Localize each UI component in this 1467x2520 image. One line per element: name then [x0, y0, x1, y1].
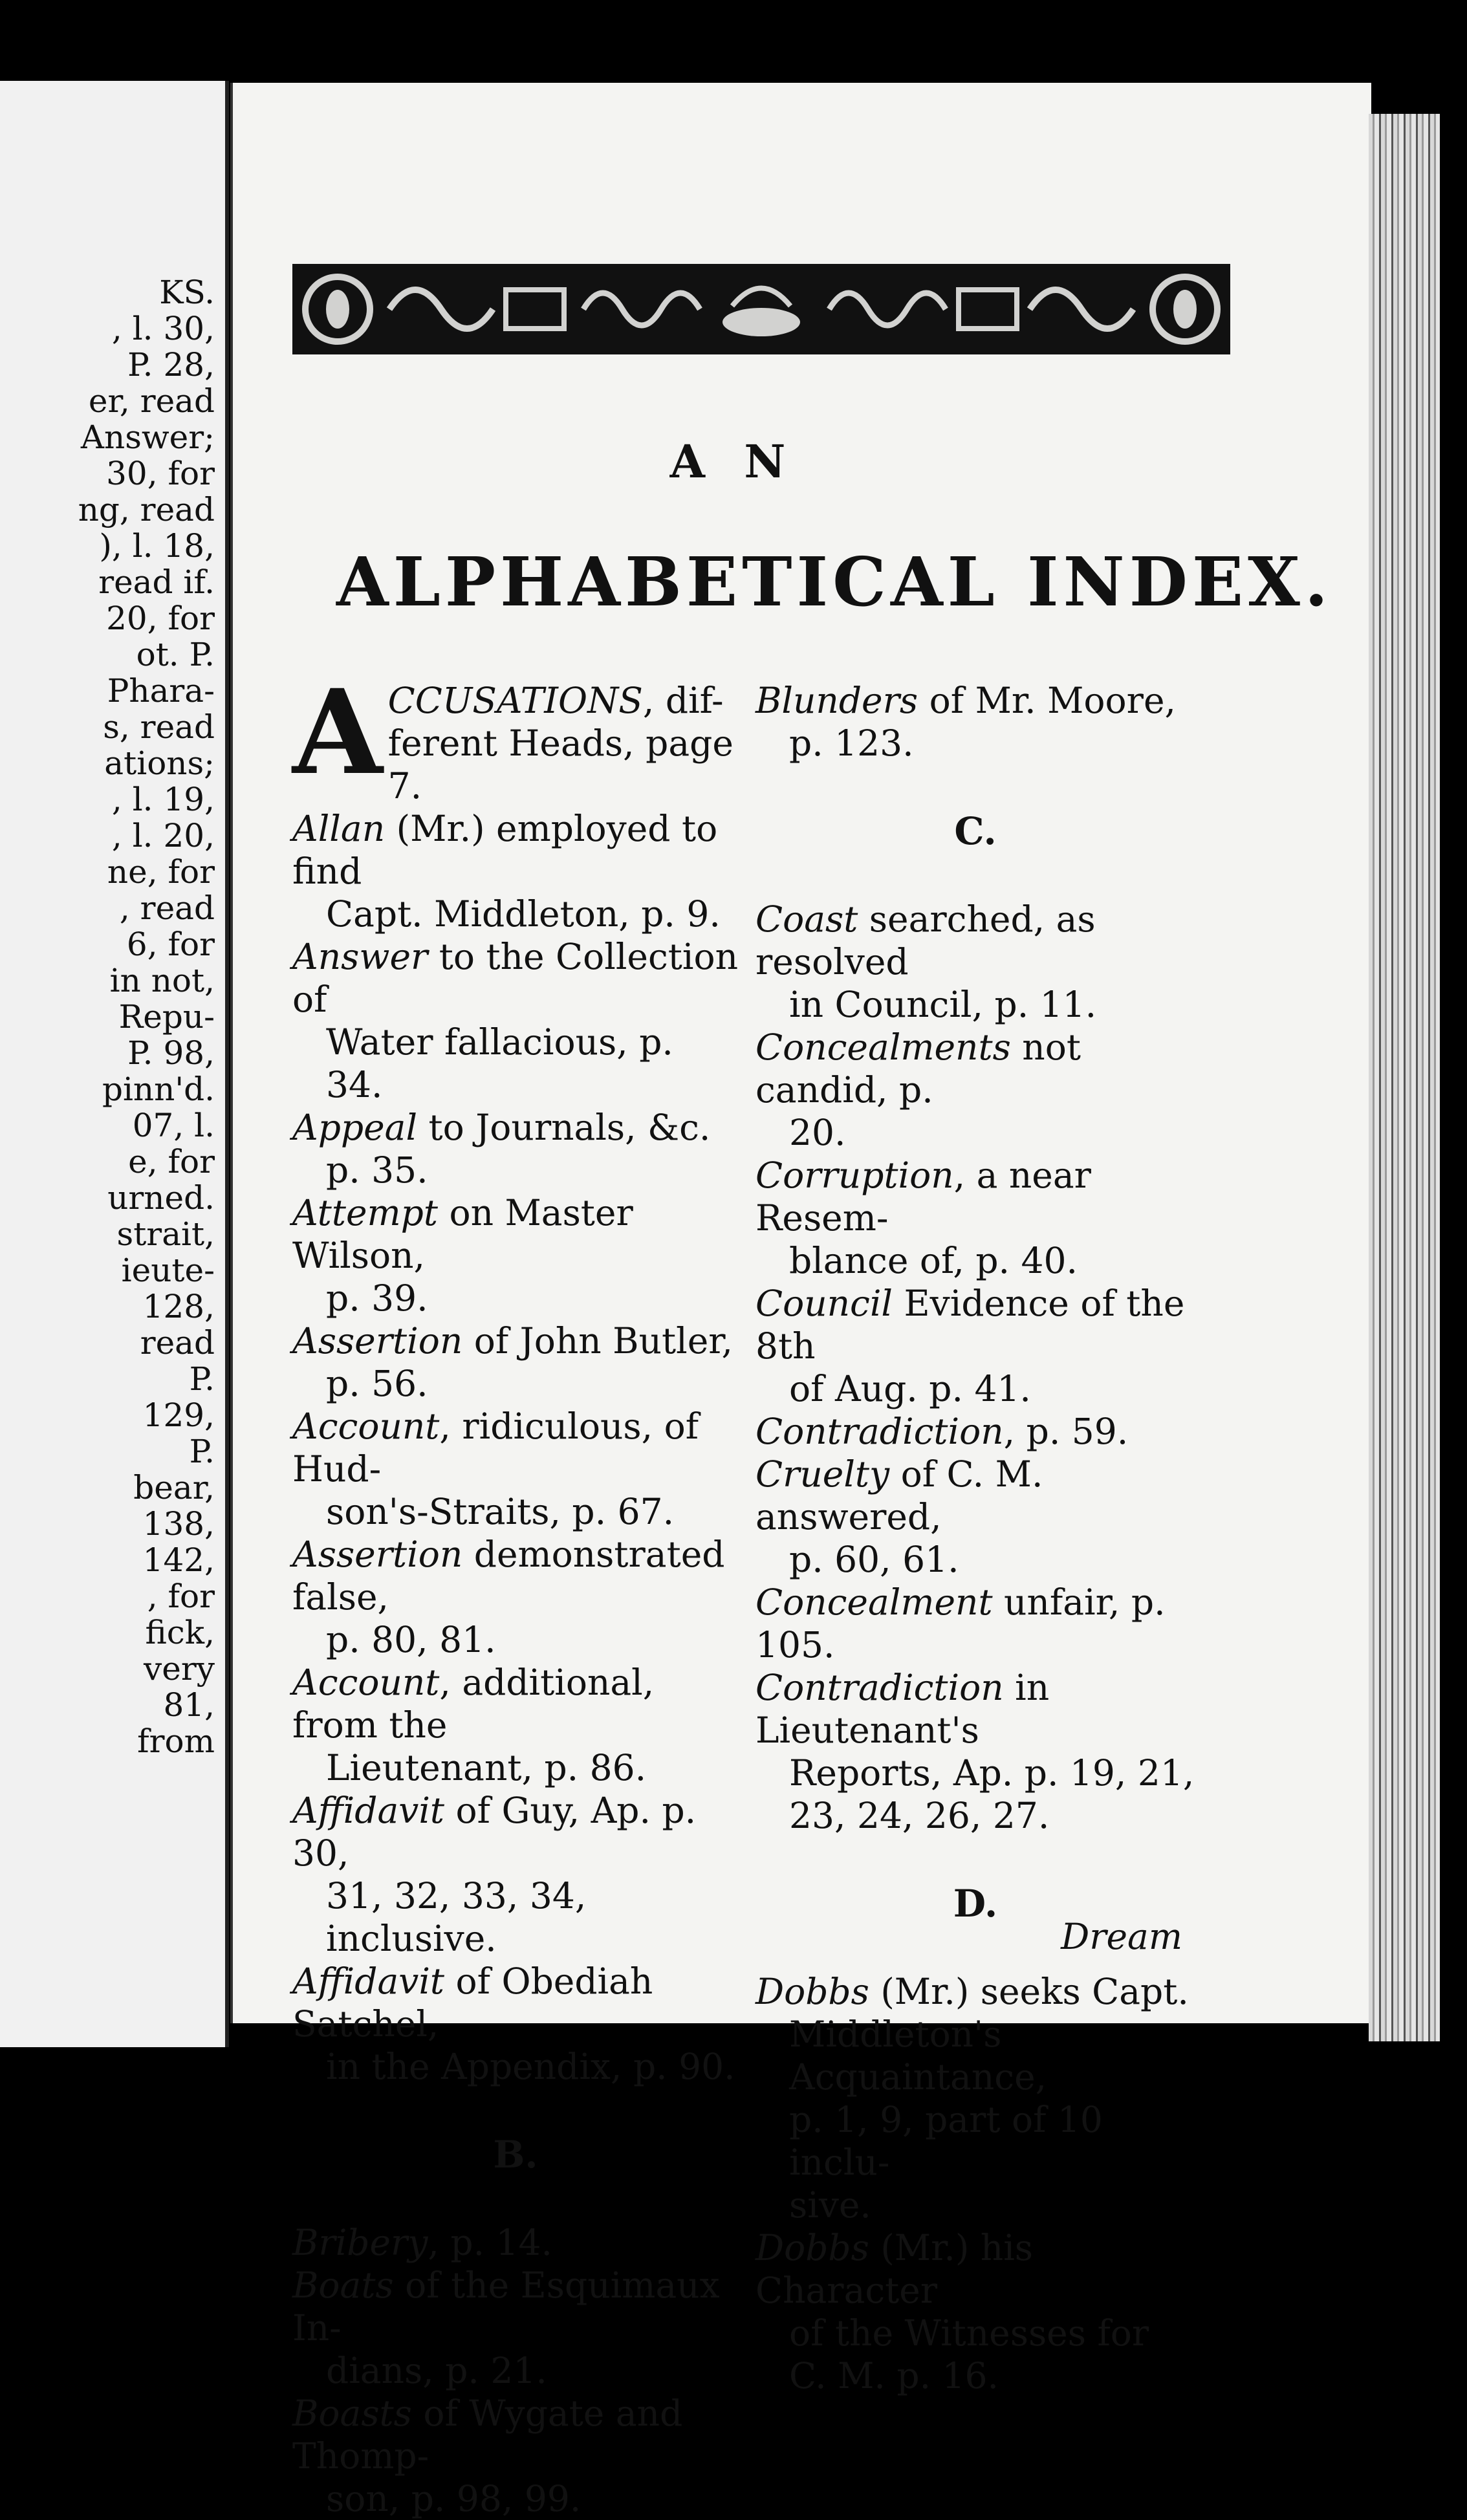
entry-text: of John Butler, [462, 1320, 733, 1362]
entry-text: Evidence of the 8th [755, 1283, 1185, 1367]
entry-heading: Concealment [755, 1581, 993, 1623]
entry-heading: Assertion [292, 1320, 463, 1362]
header-an: A N [669, 435, 798, 488]
index-entry [292, 664, 739, 807]
entry-continuation: C. M. p. 16. [789, 2355, 999, 2396]
left-page-line: ng, read [78, 491, 215, 528]
index-column-right [755, 679, 1195, 2397]
entry-text: (Mr.) seeks Capt. [869, 1971, 1189, 2012]
entry-text: , additional, from the [292, 1662, 655, 1746]
page-title: ALPHABETICAL INDEX. [336, 542, 1333, 622]
left-page-line: , for [147, 1578, 215, 1615]
entry-continuation: sive. [789, 2184, 871, 2226]
entry-continuation: p. 35. [326, 1149, 428, 1191]
entry-continuation: p. 80, 81. [326, 1619, 496, 1660]
entry-continuation: blance of, p. 40. [789, 1240, 1078, 1281]
index-entry [755, 1410, 1195, 1453]
entry-heading: Coast [755, 898, 858, 940]
left-page-line: bear, [133, 1469, 215, 1506]
entry-text: to Journals, &c. [417, 1107, 711, 1148]
entry-continuation: son, p. 98, 99. [326, 2478, 581, 2519]
entry-continuation: 31, 32, 33, 34, inclusive. [326, 1875, 587, 1959]
left-page-line: P. [189, 1433, 215, 1470]
entry-heading: Boats [292, 2265, 394, 2306]
index-entry [755, 1154, 1195, 1282]
left-page-line: fick, [145, 1614, 215, 1651]
left-page-line: ot. P. [136, 636, 215, 673]
left-page-line: strait, [116, 1215, 215, 1253]
entry-heading: Corruption [755, 1155, 954, 1196]
entry-heading: Dobbs [755, 1971, 869, 2012]
entry-heading: Concealments [755, 1026, 1011, 1068]
index-entry [755, 2226, 1195, 2354]
left-page-line: urned. [107, 1179, 215, 1217]
left-page-line: 81, [163, 1686, 215, 1724]
left-page-line: ne, for [107, 853, 215, 891]
left-page-line: , read [119, 889, 215, 927]
section-letter-b: B. [493, 2133, 538, 2177]
entry-continuation: 20. [789, 1112, 846, 1153]
catchword: Dream [1061, 1916, 1182, 1957]
entry-text: of C. M. answered, [755, 1453, 1043, 1537]
left-page-line: ), l. 18, [99, 527, 215, 565]
ornamental-header-band [292, 251, 1230, 367]
index-column-left [292, 664, 739, 2520]
entry-continuation: in the Appendix, p. 90. [326, 2046, 735, 2087]
left-page-line: 6, for [126, 926, 215, 963]
section-letter-d: D. [953, 1882, 998, 1926]
left-page-line: , l. 30, [111, 310, 215, 347]
entry-text: of Wygate and Thomp- [292, 2393, 683, 2477]
index-entry [292, 935, 739, 1106]
left-page-fragment [0, 81, 229, 2047]
left-page-line: in not, [109, 962, 215, 999]
index-entry [755, 1453, 1195, 1581]
page-edges [1369, 114, 1440, 2041]
left-page-line: very [144, 1650, 215, 1688]
left-page-line: P. 28, [127, 346, 215, 384]
entry-continuation: dians, p. 21. [326, 2350, 547, 2391]
index-entry [755, 2098, 1195, 2184]
left-page-line: Answer; [80, 418, 215, 456]
index-entry [755, 1970, 1195, 2098]
entry-heading: Account [292, 1662, 440, 1703]
left-page-line: 07, l. [132, 1107, 215, 1144]
entry-heading: Blunders [755, 680, 918, 721]
index-entry [755, 2184, 1195, 2226]
entry-heading: Appeal [292, 1107, 418, 1148]
entry-text: on Master Wilson, [292, 1192, 633, 1276]
left-page-line: from [137, 1722, 215, 1760]
index-entry [755, 1794, 1195, 1837]
left-page-line: Repu- [118, 998, 215, 1036]
left-page-line: er, read [88, 382, 215, 420]
entry-text: not candid, p. [755, 1026, 1081, 1111]
entry-continuation: of Aug. p. 41. [789, 1368, 1031, 1409]
left-page-line: , l. 19, [111, 781, 215, 818]
index-entry [292, 1106, 739, 1191]
index-entry [292, 2221, 739, 2264]
entry-heading: Attempt [292, 1192, 438, 1233]
index-entry [292, 2392, 739, 2520]
left-page-line: P. 98, [127, 1034, 215, 1072]
entry-text: of Guy, Ap. p. 30, [292, 1790, 697, 1874]
index-entry [755, 1581, 1195, 1666]
entry-continuation: Water fallacious, p. 34. [326, 1021, 673, 1105]
entry-heading: Allan [292, 808, 386, 849]
entry-continuation: ferent Heads, page 7. [387, 722, 734, 807]
left-page-line: 138, [142, 1505, 215, 1543]
entry-text: , ridiculous, of Hud- [292, 1406, 699, 1490]
entry-text: , p. 59. [1003, 1411, 1129, 1452]
index-entry [292, 1789, 739, 1960]
left-page-line: s, read [103, 708, 215, 746]
index-entry [755, 898, 1195, 1026]
entry-text: of Mr. Moore, [918, 680, 1176, 721]
entry-continuation: p. 39. [326, 1277, 428, 1319]
left-page-line: e, for [128, 1143, 215, 1180]
left-page-line: ations; [104, 744, 215, 782]
index-entry [755, 1282, 1195, 1410]
left-page-line: 129, [142, 1396, 215, 1434]
entry-heading: Boasts [292, 2393, 412, 2434]
entry-heading: Dobbs [755, 2227, 869, 2268]
index-entry [755, 679, 1195, 765]
entry-continuation: p. 1, 9, part of 10 inclu- [789, 2099, 1103, 2183]
left-page-line: read [140, 1324, 215, 1362]
index-entry [755, 2354, 1195, 2397]
entry-heading: Affidavit [292, 1790, 445, 1831]
entry-heading: Bribery [292, 2222, 428, 2263]
entry-continuation: 23, 24, 26, 27. [789, 1795, 1050, 1836]
left-page-line: ieute- [121, 1252, 215, 1289]
entry-text: (Mr.) his Character [755, 2227, 1034, 2311]
entry-continuation: p. 60, 61. [789, 1539, 959, 1580]
left-page-line: P. [189, 1360, 215, 1398]
entry-continuation: p. 123. [789, 722, 914, 764]
entry-text: to the Collection of [292, 936, 738, 1020]
entry-continuation: Middleton's Acquaintance, [789, 2014, 1047, 2098]
entry-text: unfair, p. 105. [755, 1581, 1166, 1666]
left-page-line: 20, for [106, 600, 215, 637]
entry-continuation: in Council, p. 11. [789, 984, 1097, 1025]
entry-heading: Assertion [292, 1534, 463, 1575]
entry-text: demonstrated false, [292, 1534, 725, 1618]
index-entry [292, 2264, 739, 2392]
entry-text: (Mr.) employed to find [292, 808, 718, 892]
entry-continuation: son's-Straits, p. 67. [326, 1491, 675, 1532]
entry-heading: Answer [292, 936, 428, 977]
entry-continuation: p. 56. [326, 1363, 428, 1404]
entry-heading: Affidavit [292, 1961, 445, 2002]
entry-text: , a near Resem- [755, 1155, 1091, 1239]
entry-text: searched, as resolved [755, 898, 1096, 983]
entry-text: , dif- [642, 680, 724, 721]
entry-text: , p. 14. [428, 2222, 553, 2263]
entry-continuation: Reports, Ap. p. 19, 21, [789, 1752, 1195, 1794]
index-entry [292, 1533, 739, 1661]
index-entry [292, 1661, 739, 1789]
entry-heading: Cruelty [755, 1453, 890, 1495]
entry-heading: Account [292, 1406, 440, 1447]
entry-text: in Lieutenant's [755, 1667, 1050, 1751]
left-page-line: KS. [159, 274, 215, 311]
entry-continuation: Lieutenant, p. 86. [326, 1747, 647, 1788]
entry-continuation: Capt. Middleton, p. 9. [326, 893, 721, 935]
entry-heading: Contradiction [755, 1411, 1004, 1452]
left-page-line: 142, [142, 1541, 215, 1579]
entry-heading: CCUSATIONS [387, 680, 643, 721]
index-entry [755, 1666, 1195, 1794]
left-page-line: read if. [98, 563, 215, 601]
entry-text: of Obediah Satchel, [292, 1961, 653, 2045]
left-page-line: pinn'd. [102, 1070, 215, 1108]
index-entry [292, 807, 739, 935]
entry-heading: Contradiction [755, 1667, 1004, 1708]
drop-cap: A [292, 664, 383, 801]
left-page-line: , l. 20, [111, 817, 215, 854]
index-entry [292, 1191, 739, 1320]
index-entry [292, 1320, 739, 1405]
entry-continuation: of the Witnesses for [789, 2312, 1149, 2354]
left-page-line: Phara- [107, 672, 215, 710]
entry-text: of the Esquimaux In- [292, 2265, 720, 2349]
index-entry [755, 1026, 1195, 1154]
index-entry [292, 1405, 739, 1533]
entry-heading: Council [755, 1283, 893, 1324]
section-letter-c: C. [954, 809, 997, 853]
index-entry [292, 1960, 739, 2088]
left-page-line: 128, [142, 1288, 215, 1325]
left-page-line: 30, for [106, 455, 215, 492]
